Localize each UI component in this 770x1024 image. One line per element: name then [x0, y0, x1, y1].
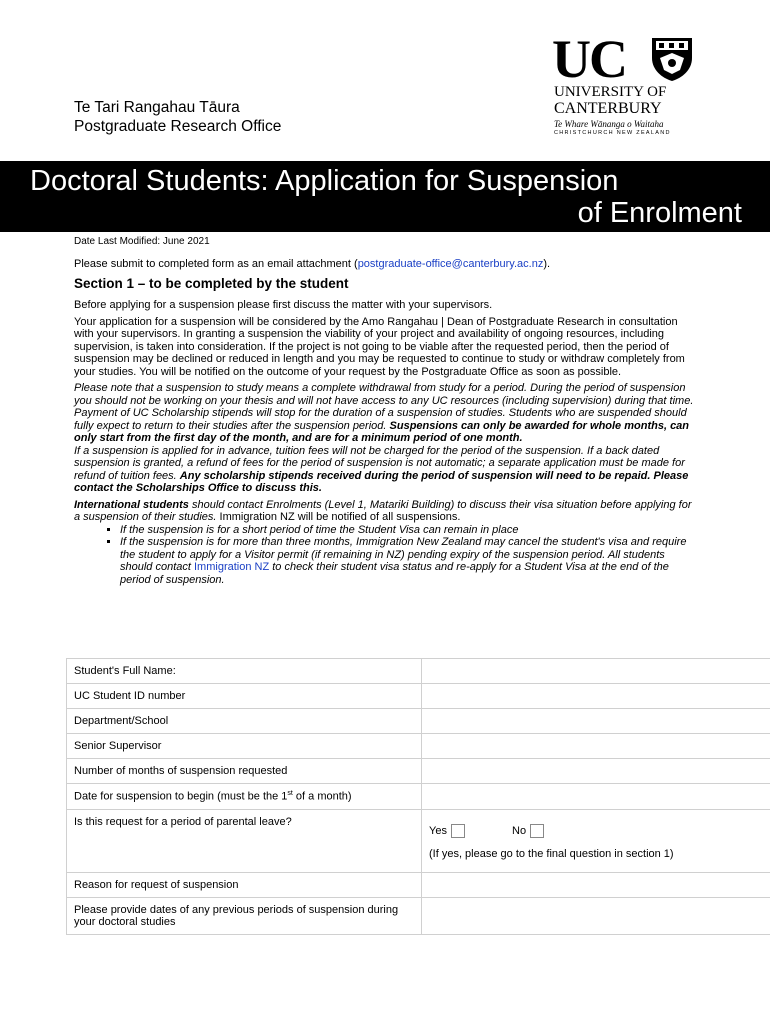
fees-text: If a suspension is applied for in advance, tuition fees will not be charged for the period of the suspension. If a back dated suspension is granted, a refund of fees for the period of suspension is not automatic; a separate application must be made for refund of tuition fees. [74, 444, 685, 482]
international-text: should contact Enrolments (Level 1, Matariki Building) to discuss their visa situation before applying for a suspension of their studies. [74, 498, 692, 523]
submit-text-after: ). [543, 257, 551, 270]
logo-maori-name: Te Whare Wānanga o Waitaha [554, 119, 664, 129]
logo-uc-letters: UC [552, 29, 626, 89]
paragraph-fees [74, 445, 700, 495]
paragraph-consideration: Your application for a suspension will be considered by the Amo Rangahau | Dean of Postgraduate Research in consultation with your supervisors. In granting a suspension the viability of your project and availability of ongoing resources, including supervision, is taken into consideration. If the project is not going to be viable after the requested period, then the period of suspension may be declined or reduced in length and you may be requested to continue to study or withdraw completely from your studies. You will be notified on the outcome of your request by the Postgraduate Office as soon as possible. [74, 315, 685, 378]
international-students-label: International students [74, 498, 189, 511]
crest-icon [650, 36, 694, 82]
table-row [67, 659, 770, 684]
withdrawal-note-text: Please note that a suspension to study means a complete withdrawal from study for a period. During the period of suspension you should not be working on your thesis and will not have access to any UC resources (including supervision) during that time. Payment of UC Scholarship stipends will stop for the duration of a suspension of studies. Students who are suspended should fully expect to return to their studies after the suspension period. [74, 382, 694, 432]
start-date-superscript: st [287, 790, 293, 797]
start-date-text-after: of a month) [292, 790, 352, 803]
table-row [67, 809, 770, 872]
full-name-label: Student's Full Name: [67, 659, 422, 684]
page-title-line2: of Enrolment [577, 197, 742, 229]
page-title-line1: Doctoral Students: Application for Suspension [30, 165, 619, 197]
section-heading: Section 1 – to be completed by the student [74, 276, 349, 291]
table-row [67, 784, 770, 810]
list-item [120, 536, 700, 586]
yes-checkbox[interactable] [451, 824, 465, 838]
table-row [67, 759, 770, 784]
visa-bullet-list [74, 524, 700, 587]
supervisor-field[interactable] [422, 734, 770, 759]
no-checkbox[interactable] [530, 824, 544, 838]
no-label: No [512, 824, 527, 837]
parental-leave-options [429, 824, 770, 838]
office-english-name: Postgraduate Research Office [74, 118, 282, 135]
table-row [67, 872, 770, 897]
department-label: Department/School [67, 709, 422, 734]
start-date-field[interactable] [422, 784, 770, 810]
reason-field[interactable] [422, 872, 770, 897]
table-row [67, 709, 770, 734]
reason-label: Reason for request of suspension [67, 872, 422, 897]
title-banner [0, 161, 770, 232]
logo-canterbury: CANTERBURY [554, 100, 662, 117]
logo-university-of: UNIVERSITY OF [554, 84, 667, 100]
table-row [67, 897, 770, 934]
bullet2-text-after: to check their student visa status and re-apply for a Student Visa at the end of the period of suspension. [120, 561, 669, 586]
parental-leave-label: Is this request for a period of parental leave? [67, 809, 422, 872]
application-form-table [66, 658, 770, 935]
date-modified: Date Last Modified: June 2021 [74, 236, 210, 247]
table-row [67, 734, 770, 759]
submit-instruction [74, 258, 700, 271]
months-field[interactable] [422, 759, 770, 784]
parental-leave-field [422, 809, 770, 872]
full-name-field[interactable] [422, 659, 770, 684]
previous-suspension-label: Please provide dates of any previous periods of suspension during your doctoral studies [67, 897, 422, 934]
email-link[interactable]: postgraduate-office@canterbury.ac.nz [357, 257, 544, 270]
parental-leave-note: (If yes, please go to the final question in section 1) [429, 847, 674, 860]
logo-location: CHRISTCHURCH NEW ZEALAND [554, 130, 671, 136]
instructions [74, 236, 700, 586]
student-id-label: UC Student ID number [67, 684, 422, 709]
paragraph-international [74, 499, 700, 524]
bullet2-text-before: If the suspension is for more than three months, Immigration New Zealand may cancel the student's visa and require the student to apply for a Visitor permit (if remaining in NZ) pending expiry of the suspension period. All students should contact [120, 536, 687, 573]
immigration-nz-link[interactable]: Immigration NZ [194, 561, 270, 573]
uc-logo [552, 29, 700, 142]
office-name [74, 98, 281, 136]
office-maori-name: Te Tari Rangahau Tāura [74, 99, 240, 116]
yes-label: Yes [429, 824, 447, 837]
whole-months-rule: Suspensions can only be awarded for whole months, can only start from the first day of the month, and are for a minimum period of one month. [74, 419, 690, 444]
start-date-label [67, 784, 422, 810]
start-date-text-before: Date for suspension to begin (must be the 1 [74, 790, 288, 803]
immigration-notified-text: Immigration NZ will be notified of all suspensions. [216, 511, 461, 523]
list-item: ▪ If the suspension is for a short period of time the Student Visa can remain in place [120, 524, 700, 537]
student-id-field[interactable] [422, 684, 770, 709]
table-row [67, 684, 770, 709]
stipend-repay-note: Any scholarship stipends received during the period of suspension will need to be repaid. Please contact the Scholarships Office to discuss this. [74, 469, 689, 494]
department-field[interactable] [422, 709, 770, 734]
paragraph-withdrawal-note [74, 382, 700, 445]
paragraph-discuss: Before applying for a suspension please first discuss the matter with your supervisors. [74, 299, 493, 311]
previous-suspension-field[interactable] [422, 897, 770, 934]
months-label: Number of months of suspension requested [67, 759, 422, 784]
submit-text-before: Please submit to completed form as an email attachment ( [74, 257, 358, 270]
supervisor-label: Senior Supervisor [67, 734, 422, 759]
